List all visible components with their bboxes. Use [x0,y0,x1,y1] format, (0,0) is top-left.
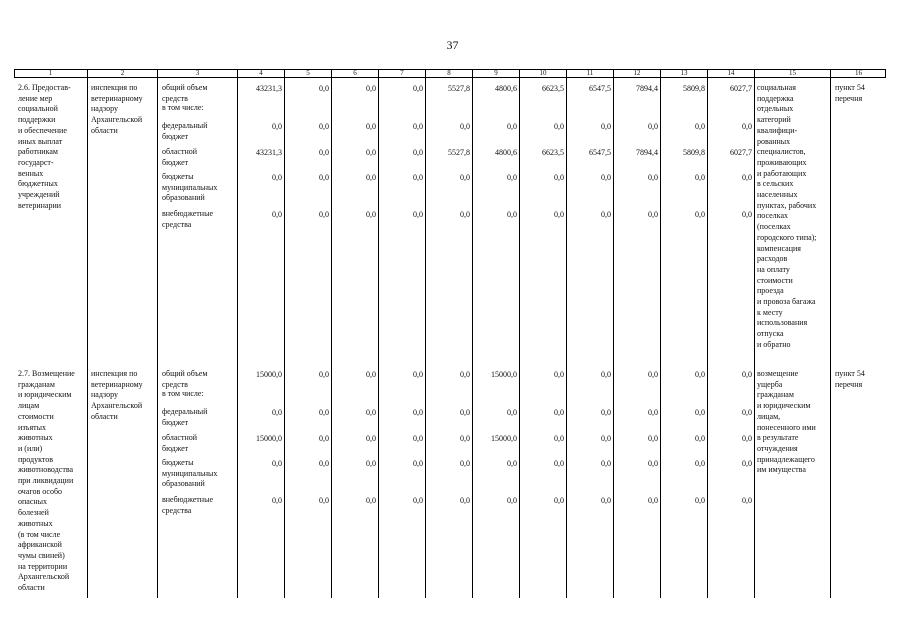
funding-source-label: общий объем средств [162,369,208,389]
column-number-cell: 1 [48,69,53,77]
amount-cell: 0,0 [272,210,282,219]
column-number-cell: 3 [157,69,237,78]
amount-cell: 43231,3 [256,84,282,93]
amount-cell: 0,0 [366,459,376,468]
amount-cell: 0,0 [413,122,423,131]
amount-cell: 0,0 [648,408,658,417]
amount-cell: 0,0 [507,459,517,468]
amount-cell: 0,0 [742,434,752,443]
amount-cell: 15000,0 [491,434,517,443]
amount-cell: 0,0 [695,173,705,182]
amount-cell: 0,0 [601,408,611,417]
column-rule [754,78,755,598]
amount-cell: 0,0 [507,408,517,417]
amount-cell: 0,0 [507,496,517,505]
amount-cell: 0,0 [366,370,376,379]
column-number-cell: 15 [754,69,830,78]
amount-cell: 0,0 [648,173,658,182]
amount-cell: 0,0 [413,148,423,157]
amount-cell: 0,0 [460,173,470,182]
amount-cell: 0,0 [695,408,705,417]
amount-cell: 43231,3 [256,148,282,157]
amount-cell: 0,0 [742,210,752,219]
amount-cell: 0,0 [366,122,376,131]
column-number-cell: 5 [284,69,331,78]
amount-cell: 0,0 [413,434,423,443]
amount-cell: 0,0 [413,408,423,417]
column-rule [87,78,88,598]
amount-cell: 7894,4 [636,84,658,93]
amount-cell: 0,0 [272,459,282,468]
page-number: 37 [446,38,459,52]
amount-cell: 0,0 [319,459,329,468]
column-number-cell: 11 [566,69,613,78]
amount-cell: 0,0 [742,408,752,417]
amount-cell: 0,0 [554,434,564,443]
amount-cell: 0,0 [601,122,611,131]
amount-cell: 0,0 [366,210,376,219]
amount-cell: 0,0 [460,434,470,443]
amount-cell: 0,0 [601,434,611,443]
column-number-cell: 10 [519,69,566,78]
amount-cell: 0,0 [460,210,470,219]
amount-cell: 0,0 [695,122,705,131]
amount-cell: 6027,7 [730,148,752,157]
amount-cell: 0,0 [366,434,376,443]
amount-cell: 0,0 [366,148,376,157]
amount-cell: 7894,4 [636,148,658,157]
amount-cell: 0,0 [507,122,517,131]
amount-cell: 0,0 [648,434,658,443]
funding-source-label: общий объем средств [162,83,208,103]
amount-cell: 0,0 [554,370,564,379]
funding-source-label: внебюджетные средства [162,495,213,515]
amount-cell: 0,0 [319,148,329,157]
amount-cell: 0,0 [695,370,705,379]
amount-cell: 0,0 [460,459,470,468]
amount-cell: 0,0 [648,210,658,219]
funding-source-label: областной бюджет [162,147,198,167]
amount-cell: 0,0 [413,496,423,505]
amount-cell: 0,0 [554,459,564,468]
column-number-cell: 6 [331,69,378,78]
amount-cell: 0,0 [272,173,282,182]
amount-cell: 0,0 [648,496,658,505]
funding-source-label: в том числе: [162,103,204,112]
amount-cell: 0,0 [413,173,423,182]
amount-cell: 0,0 [460,408,470,417]
list-reference: пункт 54 перечня [835,83,865,103]
amount-cell: 0,0 [460,370,470,379]
column-number-header [14,69,886,78]
column-rule [830,78,831,598]
column-number-cell: 4 [237,69,284,78]
amount-cell: 0,0 [695,434,705,443]
amount-cell: 0,0 [507,173,517,182]
column-number-cell: 9 [472,69,519,78]
amount-cell: 0,0 [366,173,376,182]
amount-cell: 0,0 [554,408,564,417]
amount-cell: 0,0 [413,84,423,93]
amount-cell: 0,0 [554,173,564,182]
funding-source-label: областной бюджет [162,433,198,453]
amount-cell: 0,0 [319,173,329,182]
amount-cell: 0,0 [507,210,517,219]
amount-cell: 0,0 [366,408,376,417]
amount-cell: 0,0 [413,370,423,379]
amount-cell: 0,0 [742,459,752,468]
amount-cell: 0,0 [742,173,752,182]
amount-cell: 0,0 [742,496,752,505]
amount-cell: 0,0 [319,370,329,379]
amount-cell: 0,0 [648,459,658,468]
amount-cell: 0,0 [460,496,470,505]
amount-cell: 15000,0 [491,370,517,379]
column-number-cell: 16 [830,69,886,78]
amount-cell: 0,0 [366,84,376,93]
amount-cell: 0,0 [319,84,329,93]
amount-cell: 6623,5 [542,148,564,157]
funding-source-label: федеральный бюджет [162,407,208,427]
expected-result: социальная поддержка отдельных категорий квалифици- рованных специалистов, проживающих и работающих в сельских населенных пунктах, рабочих поселках (поселках городского типа); компенсация расходов на оплату стоимости проезда и провоза багажа к месту использования отпуска и обратно [757,83,817,349]
amount-cell: 5527,8 [448,148,470,157]
column-number-cell: 7 [378,69,425,78]
amount-cell: 5809,8 [683,148,705,157]
column-rule [157,78,158,598]
funding-source-label: внебюджетные средства [162,209,213,229]
amount-cell: 0,0 [601,173,611,182]
amount-cell: 0,0 [319,496,329,505]
amount-cell: 0,0 [319,408,329,417]
amount-cell: 0,0 [695,210,705,219]
amount-cell: 0,0 [648,370,658,379]
amount-cell: 0,0 [319,434,329,443]
amount-cell: 0,0 [460,122,470,131]
amount-cell: 4800,6 [495,84,517,93]
amount-cell: 6547,5 [589,84,611,93]
amount-cell: 0,0 [648,122,658,131]
amount-cell: 0,0 [742,122,752,131]
amount-cell: 6027,7 [730,84,752,93]
amount-cell: 0,0 [413,210,423,219]
funding-source-label: бюджеты муниципальных образований [162,458,218,489]
amount-cell: 0,0 [319,122,329,131]
funding-source-label: в том числе: [162,389,204,398]
amount-cell: 0,0 [695,496,705,505]
amount-cell: 0,0 [601,459,611,468]
amount-cell: 0,0 [272,122,282,131]
column-number-cell: 14 [707,69,754,78]
amount-cell: 15000,0 [256,370,282,379]
column-number-cell: 2 [87,69,157,78]
amount-cell: 6623,5 [542,84,564,93]
measure-name: 2.7. Возмещение гражданам и юридическим лицам стоимости изъятых животных и (или) продуктов животноводства при ликвидации очагов особо опасных болезней животных (в том числе африканской чумы свиней) на территории Архангельской области [18,369,75,593]
amount-cell: 0,0 [601,370,611,379]
amount-cell: 0,0 [601,496,611,505]
executor: инспекция по ветеринарному надзору Архангельской области [91,369,143,421]
funding-source-label: бюджеты муниципальных образований [162,172,218,203]
amount-cell: 0,0 [601,210,611,219]
measure-name: 2.6. Предостав- ление мер социальной поддержки и обеспечение иных выплат работникам государст- венных бюджетных учреждений ветеринарии [18,83,71,210]
column-number-cell: 8 [425,69,472,78]
amount-cell: 0,0 [554,122,564,131]
amount-cell: 0,0 [742,370,752,379]
amount-cell: 15000,0 [256,434,282,443]
amount-cell: 5809,8 [683,84,705,93]
amount-cell: 0,0 [319,210,329,219]
amount-cell: 0,0 [272,496,282,505]
list-reference: пункт 54 перечня [835,369,865,389]
amount-cell: 0,0 [366,496,376,505]
amount-cell: 0,0 [413,459,423,468]
amount-cell: 0,0 [554,210,564,219]
amount-cell: 0,0 [272,408,282,417]
executor: инспекция по ветеринарному надзору Архангельской области [91,83,143,135]
funding-source-label: федеральный бюджет [162,121,208,141]
column-number-cell: 13 [660,69,707,78]
amount-cell: 6547,5 [589,148,611,157]
amount-cell: 4800,6 [495,148,517,157]
amount-cell: 0,0 [554,496,564,505]
column-number-cell: 12 [613,69,660,78]
amount-cell: 0,0 [695,459,705,468]
expected-result: возмещение ущерба гражданам и юридическим лицам, понесенного ими в результате отчуждения принадлежащего им имущества [757,369,816,475]
amount-cell: 5527,8 [448,84,470,93]
